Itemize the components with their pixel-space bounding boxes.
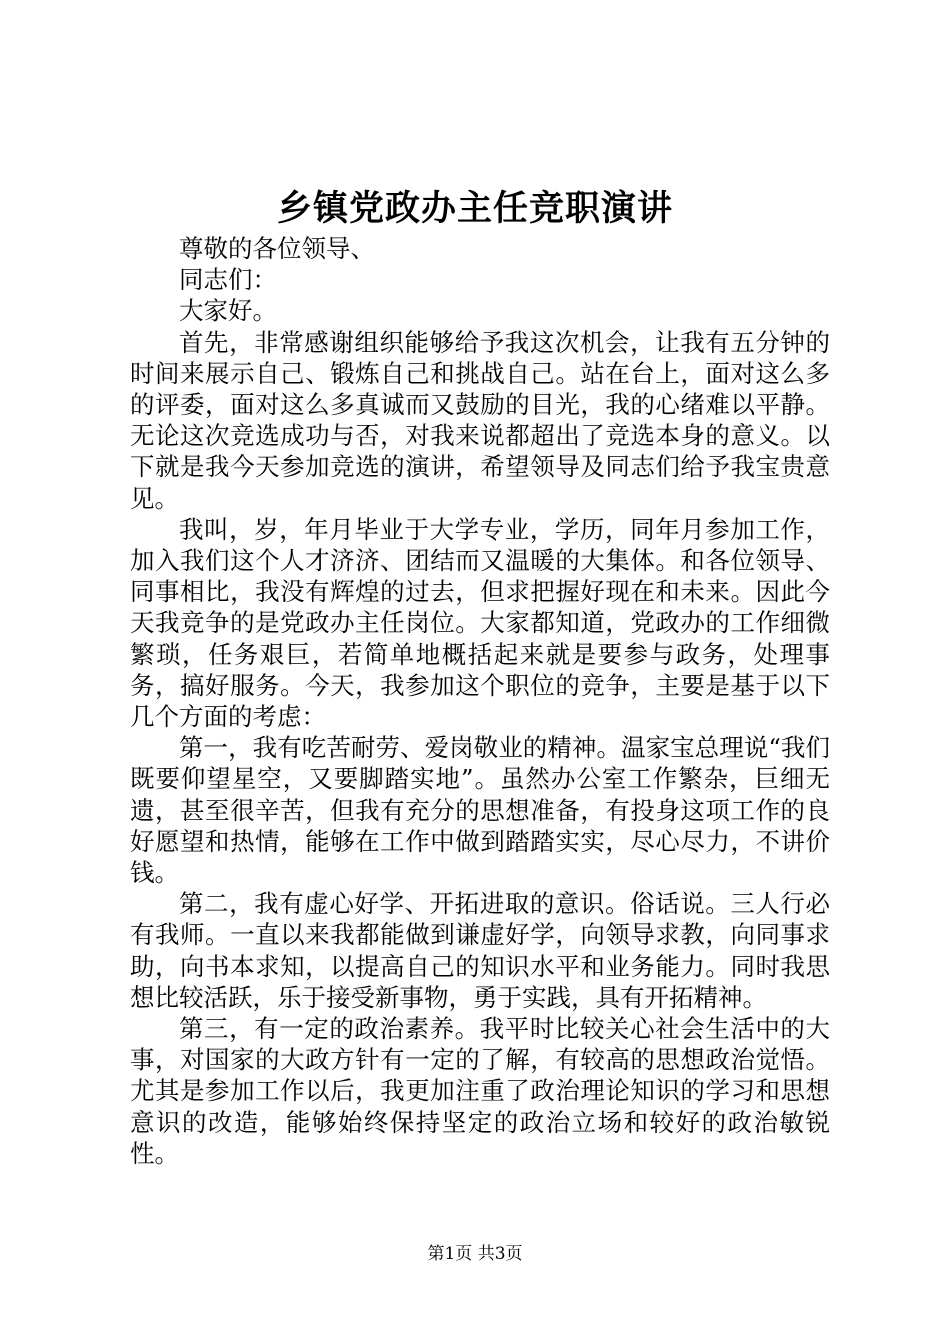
- paragraph-point-3: 第三，有一定的政治素养。我平时比较关心社会生活中的大事，对国家的大政方针有一定的了解，有较高的思想政治觉悟。尤其是参加工作以后，我更加注重了政治理论知识的学习和思想意识的改造，能够始终保持坚定的政治立场和较好的政治敏锐性。: [130, 1014, 830, 1168]
- paragraph-self-introduction: 我叫，岁，年月毕业于大学专业，学历，同年月参加工作，加入我们这个人才济济、团结而又温暖的大集体。和各位领导、同事相比，我没有辉煌的过去，但求把握好现在和未来。因此今天我竞争的是党政办主任岗位。大家都知道，党政办的工作细微繁琐，任务艰巨，若简单地概括起来就是要参与政务，处理事务，搞好服务。今天，我参加这个职位的竞争，主要是基于以下几个方面的考虑：: [130, 514, 830, 732]
- paragraph-point-2: 第二，我有虚心好学、开拓进取的意识。俗话说。三人行必有我师。一直以来我都能做到谦虚好学，向领导求教，向同事求助，向书本求知，以提高自己的知识水平和业务能力。同时我思想比较活跃，乐于接受新事物，勇于实践，具有开拓精神。: [130, 889, 830, 1012]
- document-title: 乡镇党政办主任竞职演讲: [276, 188, 673, 229]
- document-body: [130, 233, 830, 1169]
- salutation-line-2: 同志们：: [179, 265, 277, 295]
- greeting: 大家好。: [179, 296, 277, 326]
- paragraph-intro: 首先，非常感谢组织能够给予我这次机会，让我有五分钟的时间来展示自己、锻炼自己和挑战自己。站在台上，面对这么多的评委，面对这么多真诚而又鼓励的目光，我的心绪难以平静。无论这次竞选成功与否，对我来说都超出了竞选本身的意义。以下就是我今天参加竞选的演讲，希望领导及同志们给予我宝贵意见。: [130, 327, 830, 513]
- paragraph-point-1: 第一，我有吃苦耐劳、爱岗敬业的精神。温家宝总理说“我们既要仰望星空，又要脚踏实地”。虽然办公室工作繁杂，巨细无遗，甚至很辛苦，但我有充分的思想准备，有投身这项工作的良好愿望和热情，能够在工作中做到踏踏实实，尽心尽力，不讲价钱。: [130, 733, 830, 888]
- page-footer: 第1页 共3页: [427, 1244, 523, 1264]
- salutation-line-1: 尊敬的各位领导、: [179, 234, 375, 263]
